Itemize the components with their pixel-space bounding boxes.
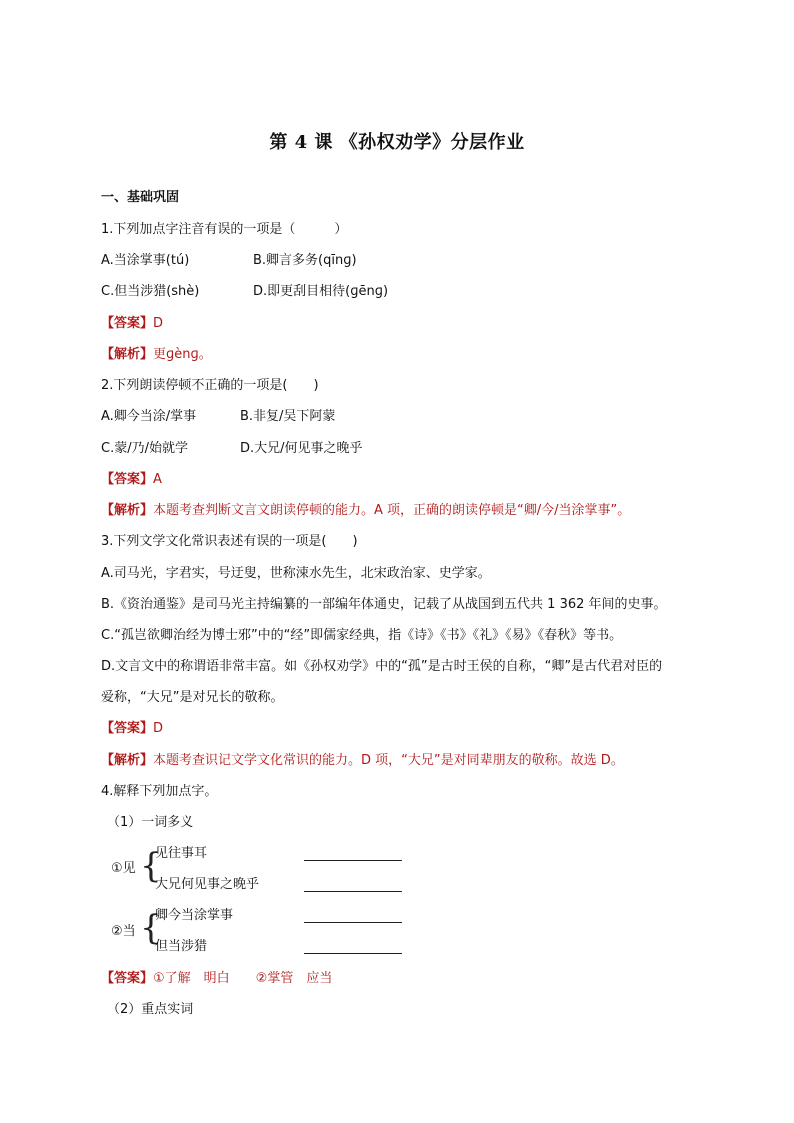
analysis-text: 本题考查识记文学文化常识的能力。D 项，“大兄”是对同辈朋友的敬称。故选 D。 [153,753,624,768]
analysis-tag: 【解析】 [101,753,154,768]
answer-tag: 【答案】 [101,721,154,736]
analysis-text: 更ɡènɡ。 [153,347,212,362]
q4-group1-item2: 大兄何见事之晚乎 [155,877,260,892]
q1-option-c: C.但当涉猎(shè) [101,284,200,299]
q3-option-d-line1: D.文言文中的称谓语非常丰富。如《孙权劝学》中的“孤”是古时王侯的自称，“卿”是古代君对臣的 [101,659,663,674]
analysis-text: 本题考查判断文言文朗读停顿的能力。A 项，正确的朗读停顿是“卿/今/当涂掌事”。 [153,503,631,518]
q4-group2-label: ②当 [111,924,136,939]
q2-option-a: A.卿今当涂/掌事 [101,409,197,424]
q1-option-a: A.当涂掌事(tú) [101,253,190,268]
answer-tag: 【答案】 [101,472,154,487]
q2-analysis [101,502,630,520]
answer-blank [304,860,402,861]
page-title: 第 4 课 《孙权劝学》分层作业 [269,132,525,153]
section-heading: 一、基础巩固 [101,190,180,205]
q3-option-d-line2: 爱称，“大兄”是对兄长的敬称。 [101,690,284,705]
brace-icon: { [140,908,162,948]
answer-text: D [153,721,164,736]
answer-blank [304,891,402,892]
q3-analysis [101,752,624,770]
q1-analysis [101,346,212,364]
q4-group1-item1: 见往事耳 [155,846,208,861]
q4-subheading-key-words: （2）重点实词 [107,1002,194,1017]
answer-blank [304,922,402,923]
q3-option-c: C.“孤岂欲卿治经为博士邪”中的“经”即儒家经典，指《诗》《书》《礼》《易》《春秋》等书。 [101,628,623,643]
q1-answer [101,315,163,333]
q4-subheading-polysemy: （1）一词多义 [107,815,194,830]
answer-text: D [153,316,164,331]
q1-stem: 1.下列加点字注音有误的一项是（ ） [101,222,348,237]
answer-blank [304,953,402,954]
q1-option-d: D.即更刮目相待(ɡēnɡ) [253,284,389,299]
answer-text: ①了解 明白 ②掌管 应当 [153,971,333,986]
brace-icon: { [140,846,162,886]
answer-tag: 【答案】 [101,971,154,986]
q3-option-b: B.《资治通鉴》是司马光主持编纂的一部编年体通史，记载了从战国到五代共 1 362 年间的史事。 [101,597,667,612]
q4-group2-item2: 但当涉猎 [155,939,208,954]
q4-group1-label: ①见 [111,861,136,876]
q2-option-c: C.蒙/乃/始就学 [101,441,188,456]
q2-stem: 2.下列朗读停顿不正确的一项是( ) [101,378,319,393]
q3-option-a: A.司马光，字君实，号迂叟，世称涑水先生，北宋政治家、史学家。 [101,566,491,581]
q4-answer [101,970,332,988]
answer-text: A [153,472,162,487]
q3-stem: 3.下列文学文化常识表述有误的一项是( ) [101,534,358,549]
q4-group2-item1: 卿今当涂掌事 [155,908,234,923]
answer-tag: 【答案】 [101,316,154,331]
q1-option-b: B.卿言多务(qīnɡ) [253,253,357,268]
q2-option-d: D.大兄/何见事之晚乎 [240,441,363,456]
q3-answer [101,720,163,738]
analysis-tag: 【解析】 [101,347,154,362]
analysis-tag: 【解析】 [101,503,154,518]
q2-option-b: B.非复/吴下阿蒙 [240,409,336,424]
q2-answer [101,471,162,489]
q4-stem: 4.解释下列加点字。 [101,784,218,799]
